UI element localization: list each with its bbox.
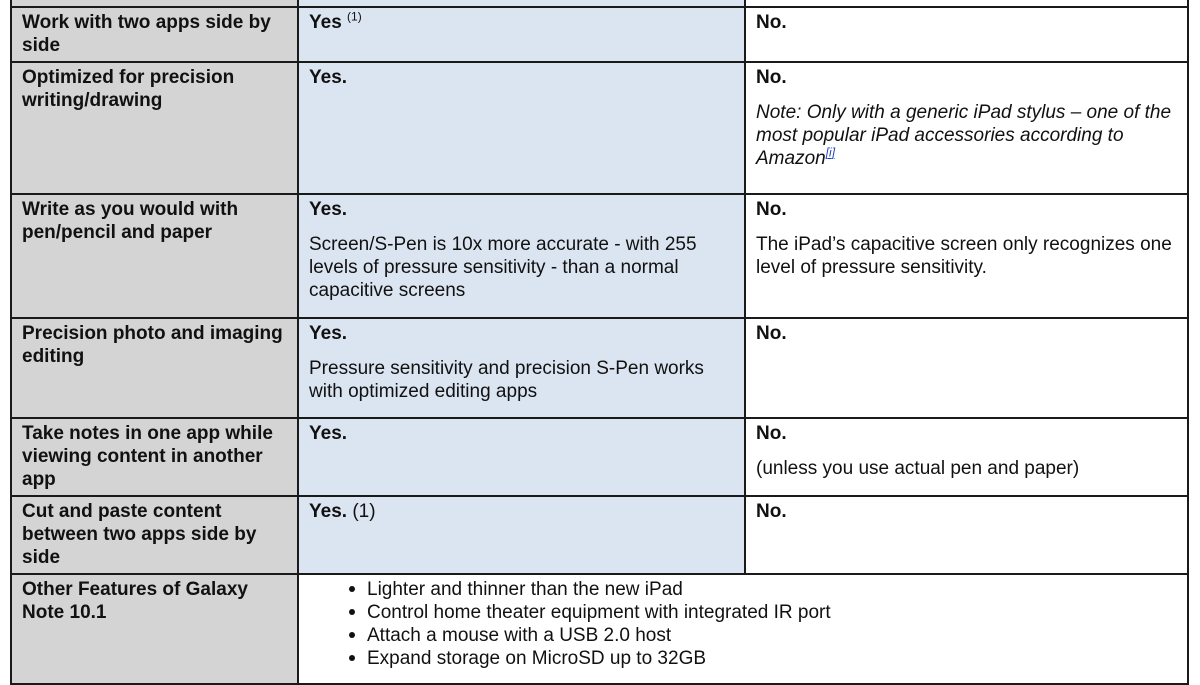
note-answer: Yes bbox=[309, 12, 342, 33]
ipad-answer: No. bbox=[756, 199, 787, 220]
ipad-cell bbox=[745, 0, 1188, 7]
list-item: Lighter and thinner than the new iPad bbox=[367, 578, 1177, 601]
ipad-cell bbox=[745, 62, 1188, 194]
ipad-detail: The iPad’s capacitive screen only recognizes one level of pressure sensitivity. bbox=[756, 234, 1172, 278]
table-row bbox=[11, 7, 1188, 62]
ipad-note: Note: Only with a generic iPad stylus – one of the most popular iPad accessories according to Amazon[i] bbox=[756, 102, 1172, 169]
table-row bbox=[11, 62, 1188, 194]
feature-list bbox=[309, 578, 1177, 670]
list-item: Control home theater equipment with integrated IR port bbox=[367, 601, 1177, 624]
feature-cell bbox=[11, 496, 298, 574]
ipad-cell bbox=[745, 496, 1188, 574]
feature-label: Optimized for precision writing/drawing bbox=[22, 67, 235, 111]
ipad-cell bbox=[745, 418, 1188, 496]
feature-label: Take notes in one app while viewing content in another app bbox=[22, 423, 273, 490]
note-cell bbox=[298, 496, 745, 574]
list-item: Attach a mouse with a USB 2.0 host bbox=[367, 624, 1177, 647]
feature-label: Cut and paste content between two apps side by side bbox=[22, 501, 257, 568]
ipad-detail: (unless you use actual pen and paper) bbox=[756, 458, 1080, 479]
ipad-answer: No. bbox=[756, 12, 787, 33]
note-detail: Screen/S-Pen is 10x more accurate - with 255 levels of pressure sensitivity - than a normal capacitive screens bbox=[309, 234, 697, 301]
feature-label bbox=[22, 0, 287, 2]
note-answer: Yes. bbox=[309, 199, 348, 220]
table-row bbox=[11, 418, 1188, 496]
feature-cell bbox=[11, 418, 298, 496]
ipad-answer: No. bbox=[756, 67, 787, 88]
feature-cell bbox=[11, 318, 298, 418]
note-answer: Yes. bbox=[309, 67, 348, 88]
feature-label: Other Features of Galaxy Note 10.1 bbox=[22, 579, 248, 623]
note-answer: Yes. bbox=[309, 501, 348, 522]
feature-cell bbox=[11, 62, 298, 194]
feature-label: Write as you would with pen/pencil and paper bbox=[22, 199, 239, 243]
ipad-answer: No. bbox=[756, 323, 787, 344]
other-features-cell bbox=[298, 574, 1188, 684]
note-cell bbox=[298, 0, 745, 7]
note-cell bbox=[298, 7, 745, 62]
footnote-marker: (1) bbox=[352, 501, 376, 522]
feature-label: Work with two apps side by side bbox=[22, 12, 271, 56]
footnote-marker: (1) bbox=[347, 9, 362, 24]
note-cell bbox=[298, 418, 745, 496]
note-answer: Yes. bbox=[309, 323, 348, 344]
feature-label: Precision photo and imaging editing bbox=[22, 323, 283, 367]
table-row bbox=[11, 574, 1188, 684]
table-row bbox=[11, 318, 1188, 418]
note-cell bbox=[298, 62, 745, 194]
ipad-cell bbox=[745, 194, 1188, 318]
table-row bbox=[11, 0, 1188, 7]
comparison-table bbox=[10, 0, 1189, 685]
feature-cell bbox=[11, 7, 298, 62]
note-detail: Pressure sensitivity and precision S-Pen works with optimized editing apps bbox=[309, 358, 704, 402]
note-cell bbox=[298, 194, 745, 318]
feature-cell bbox=[11, 0, 298, 7]
reference-link[interactable]: [i] bbox=[825, 145, 836, 160]
ipad-cell bbox=[745, 7, 1188, 62]
table-row bbox=[11, 194, 1188, 318]
note-answer: Yes. bbox=[309, 423, 348, 444]
ipad-cell bbox=[745, 318, 1188, 418]
list-item: Expand storage on MicroSD up to 32GB bbox=[367, 647, 1177, 670]
note-cell bbox=[298, 318, 745, 418]
table-row bbox=[11, 496, 1188, 574]
feature-cell bbox=[11, 194, 298, 318]
ipad-answer: No. bbox=[756, 423, 787, 444]
ipad-answer: No. bbox=[756, 501, 787, 522]
feature-cell bbox=[11, 574, 298, 684]
